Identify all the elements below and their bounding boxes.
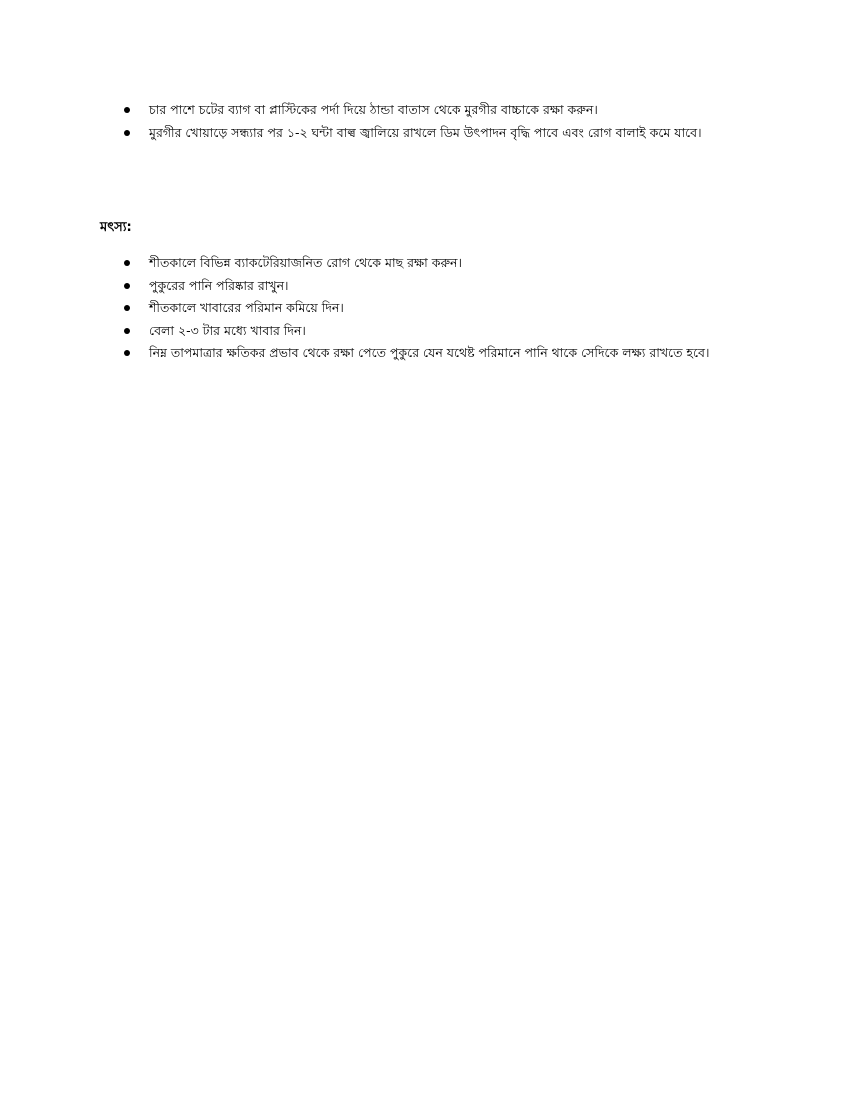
bullet-icon: [124, 305, 130, 311]
list-item-text: মুরগীর খোয়াড়ে সন্ধ্যার পর ১-২ ঘন্টা বাল্ব জ্বালিয়ে রাখলে ডিম উৎপাদন বৃদ্ধি পাবে এবং রোগ বালাই কমে যাবে।: [149, 124, 702, 140]
list-item-text: নিম্ন তাপমাত্রার ক্ষতিকর প্রভাব থেকে রক্ষা পেতে পুকুরে যেন যথেষ্ট পরিমানে পানি থাকে সেদিকে লক্ষ্য রাখতে হবে।: [149, 345, 710, 361]
bullet-icon: [124, 260, 130, 266]
bullet-icon: [124, 283, 130, 289]
bullet-icon: [124, 328, 130, 334]
bullet-icon: [124, 350, 130, 356]
list-item-text: চার পাশে চটের ব্যাগ বা প্লাস্টিকের পর্দা দিয়ে ঠান্ডা বাতাস থেকে মুরগীর বাচ্চাকে রক্ষা করুন।: [149, 102, 598, 117]
list-item-text: শীতকালে বিভিন্ন ব্যাকটেরিয়াজনিত রোগ থেকে মাছ রক্ষা করুন।: [149, 255, 462, 270]
bullet-icon: [124, 130, 130, 136]
list-item-text: বেলা ২-৩ টার মধ্যে খাবার দিন।: [149, 322, 306, 338]
fish-section-heading: মৎস্য:: [100, 220, 132, 235]
list-item-text: পুকুরের পানি পরিষ্কার রাখুন।: [149, 277, 289, 293]
bullet-icon: [124, 107, 130, 113]
list-item-text: শীতকালে খাবারের পরিমান কমিয়ে দিন।: [149, 300, 344, 316]
